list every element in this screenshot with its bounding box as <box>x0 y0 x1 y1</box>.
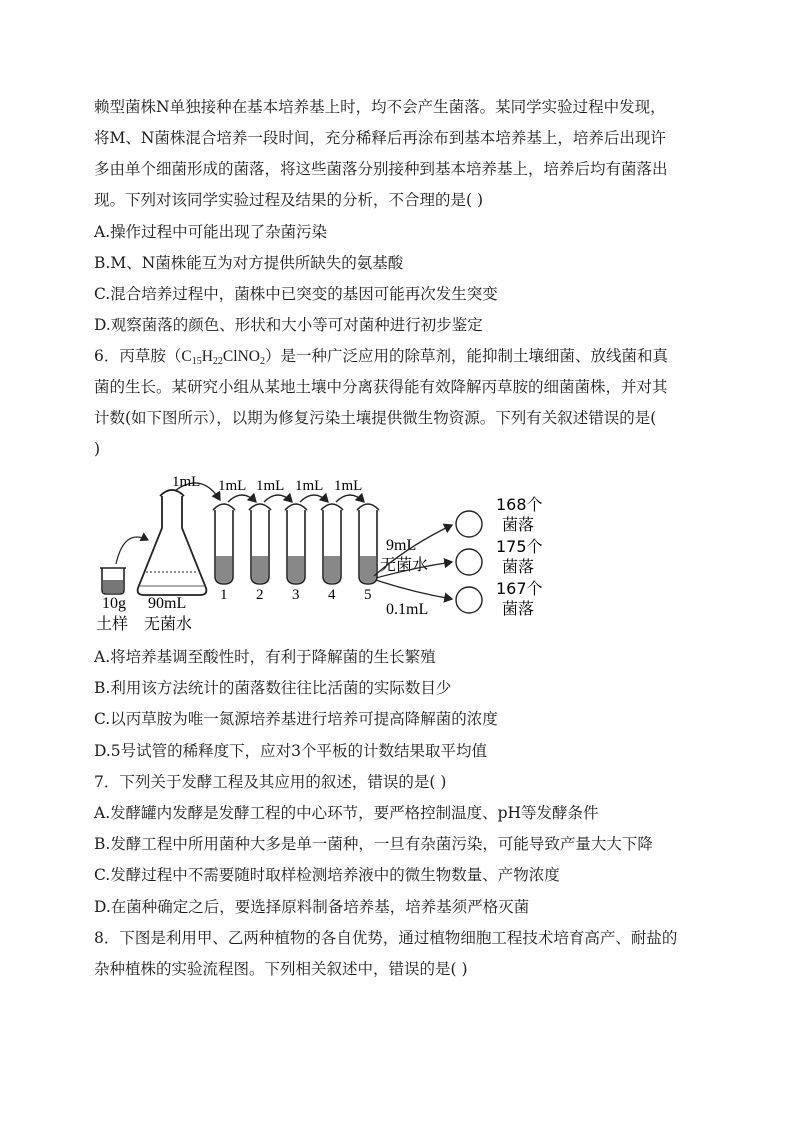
q5-stem-line-4: 现。下列对该同学实验过程及结果的分析，不合理的是( ) <box>94 191 484 209</box>
test-tubes <box>213 504 379 584</box>
conical-flask-icon <box>138 490 207 595</box>
q8-stem-line-1: 8．下图是利用甲、乙两种植物的各自优势，通过植物细胞工程技术培育高产、耐盐的 <box>94 929 678 947</box>
test-tube-1 <box>213 504 235 584</box>
transfer-label-2: 1mL <box>256 478 285 494</box>
q5-option-c: C.混合培养过程中，菌株中已突变的基因可能再次发生突变 <box>94 285 498 303</box>
q5-stem-line-1: 赖型菌株N单独接种在基本培养基上时，均不会产生菌落。某同学实验过程中发现， <box>94 98 666 116</box>
q6-stem-line-2: 菌的生长。某研究小组从某地土壤中分离获得能有效降解丙草胺的细菌菌株，并对其 <box>94 378 668 396</box>
tube-number-1: 1 <box>220 587 228 603</box>
test-tube-5 <box>357 504 379 584</box>
dilution-water-volume: 9mL <box>386 537 417 554</box>
transfer-label-3: 1mL <box>295 478 324 494</box>
q5-stem-line-3: 多由单个细菌形成的菌落，将这些菌落分别接种到基本培养基上，培养后均有菌落出 <box>94 160 668 178</box>
q7-option-d: D.在菌种确定之后，要选择原料制备培养基，培养基须严格灭菌 <box>94 898 530 916</box>
q7-stem: 7．下列关于发酵工程及其应用的叙述，错误的是( ) <box>94 773 447 791</box>
soil-mass-label: 10g <box>102 595 126 612</box>
q8-stem-line-2: 杂种植株的实验流程图。下列相关叙述中，错误的是( ) <box>94 960 468 978</box>
q6-stem-line-1 <box>94 346 668 367</box>
petri-plate-1 <box>456 511 482 537</box>
flask-volume-label: 90mL <box>148 595 187 612</box>
transfer-label-4: 1mL <box>334 478 363 494</box>
q5-stem-line-2: 将M、N菌株混合培养一段时间，充分稀释后再涂布到基本培养基上，培养后出现许 <box>94 129 666 147</box>
tube-number-2: 2 <box>256 587 264 603</box>
tube-number-5: 5 <box>364 587 372 603</box>
serial-dilution-diagram <box>90 468 550 638</box>
q5-option-b: B.M、N菌株能互为对方提供所缺失的氨基酸 <box>94 254 404 272</box>
q7-option-a: A.发酵罐内发酵是发酵工程的中心环节，要严格控制温度、pH等发酵条件 <box>94 804 599 822</box>
test-tube-4 <box>321 504 343 584</box>
q6-stem-line-3: 计数(如下图所示），以期为修复污染土壤提供微生物资源。下列有关叙述错误的是( <box>94 409 657 427</box>
transfer-label-1: 1mL <box>218 478 247 494</box>
q6-chemical-formula: $C_{15}H_{22}ClNO_2$ <box>181 348 265 367</box>
petri-plate-2 <box>456 549 482 575</box>
plate-1-unit: 菌落 <box>502 515 535 534</box>
q6-option-c: C.以丙草胺为唯一氮源培养基进行培养可提高降解菌的浓度 <box>94 710 498 728</box>
soil-sample-label: 土样 <box>96 614 129 633</box>
q6-stem-line-4: ) <box>94 440 101 458</box>
plating-volume-label: 0.1mL <box>386 601 429 618</box>
test-tube-3 <box>285 504 307 584</box>
q5-option-d: D.观察菌落的颜色、形状和大小等可对菌种进行初步鉴定 <box>94 316 483 334</box>
plate-2-count: 175个 <box>496 537 543 556</box>
plate-1-count: 168个 <box>496 495 543 514</box>
tube-number-4: 4 <box>328 587 336 603</box>
q6-option-a: A.将培养基调至酸性时，有利于降解菌的生长繁殖 <box>94 648 436 666</box>
dilution-water-label: 无菌水 <box>380 555 429 574</box>
q7-option-c: C.发酵过程中不需要随时取样检测培养液中的微生物数量、产物浓度 <box>94 866 560 884</box>
q5-option-a: A.操作过程中可能出现了杂菌污染 <box>94 223 328 241</box>
q7-option-b: B.发酵工程中所用菌种大多是单一菌种，一旦有杂菌污染，可能导致产量大大下降 <box>94 835 653 853</box>
plate-3-unit: 菌落 <box>502 599 535 618</box>
q6-option-b: B.利用该方法统计的菌落数往往比活菌的实际数目少 <box>94 679 452 697</box>
transfer-label-first: 1mL <box>172 474 201 490</box>
tube-number-3: 3 <box>292 587 300 603</box>
plate-3-count: 167个 <box>496 579 543 598</box>
plate-2-unit: 菌落 <box>502 557 535 576</box>
flask-water-label: 无菌水 <box>144 614 193 633</box>
test-tube-2 <box>249 504 271 584</box>
q6-suffix: ）是一种广泛应用的除草剂，能抑制土壤细菌、放线菌和真 <box>264 347 668 365</box>
q6-prefix: 6．丙草胺（ <box>94 347 182 365</box>
soil-beaker-icon <box>100 568 126 594</box>
petri-plate-3 <box>456 587 482 613</box>
q6-option-d: D.5号试管的稀释度下，应对3个平板的计数结果取平均值 <box>94 742 488 760</box>
